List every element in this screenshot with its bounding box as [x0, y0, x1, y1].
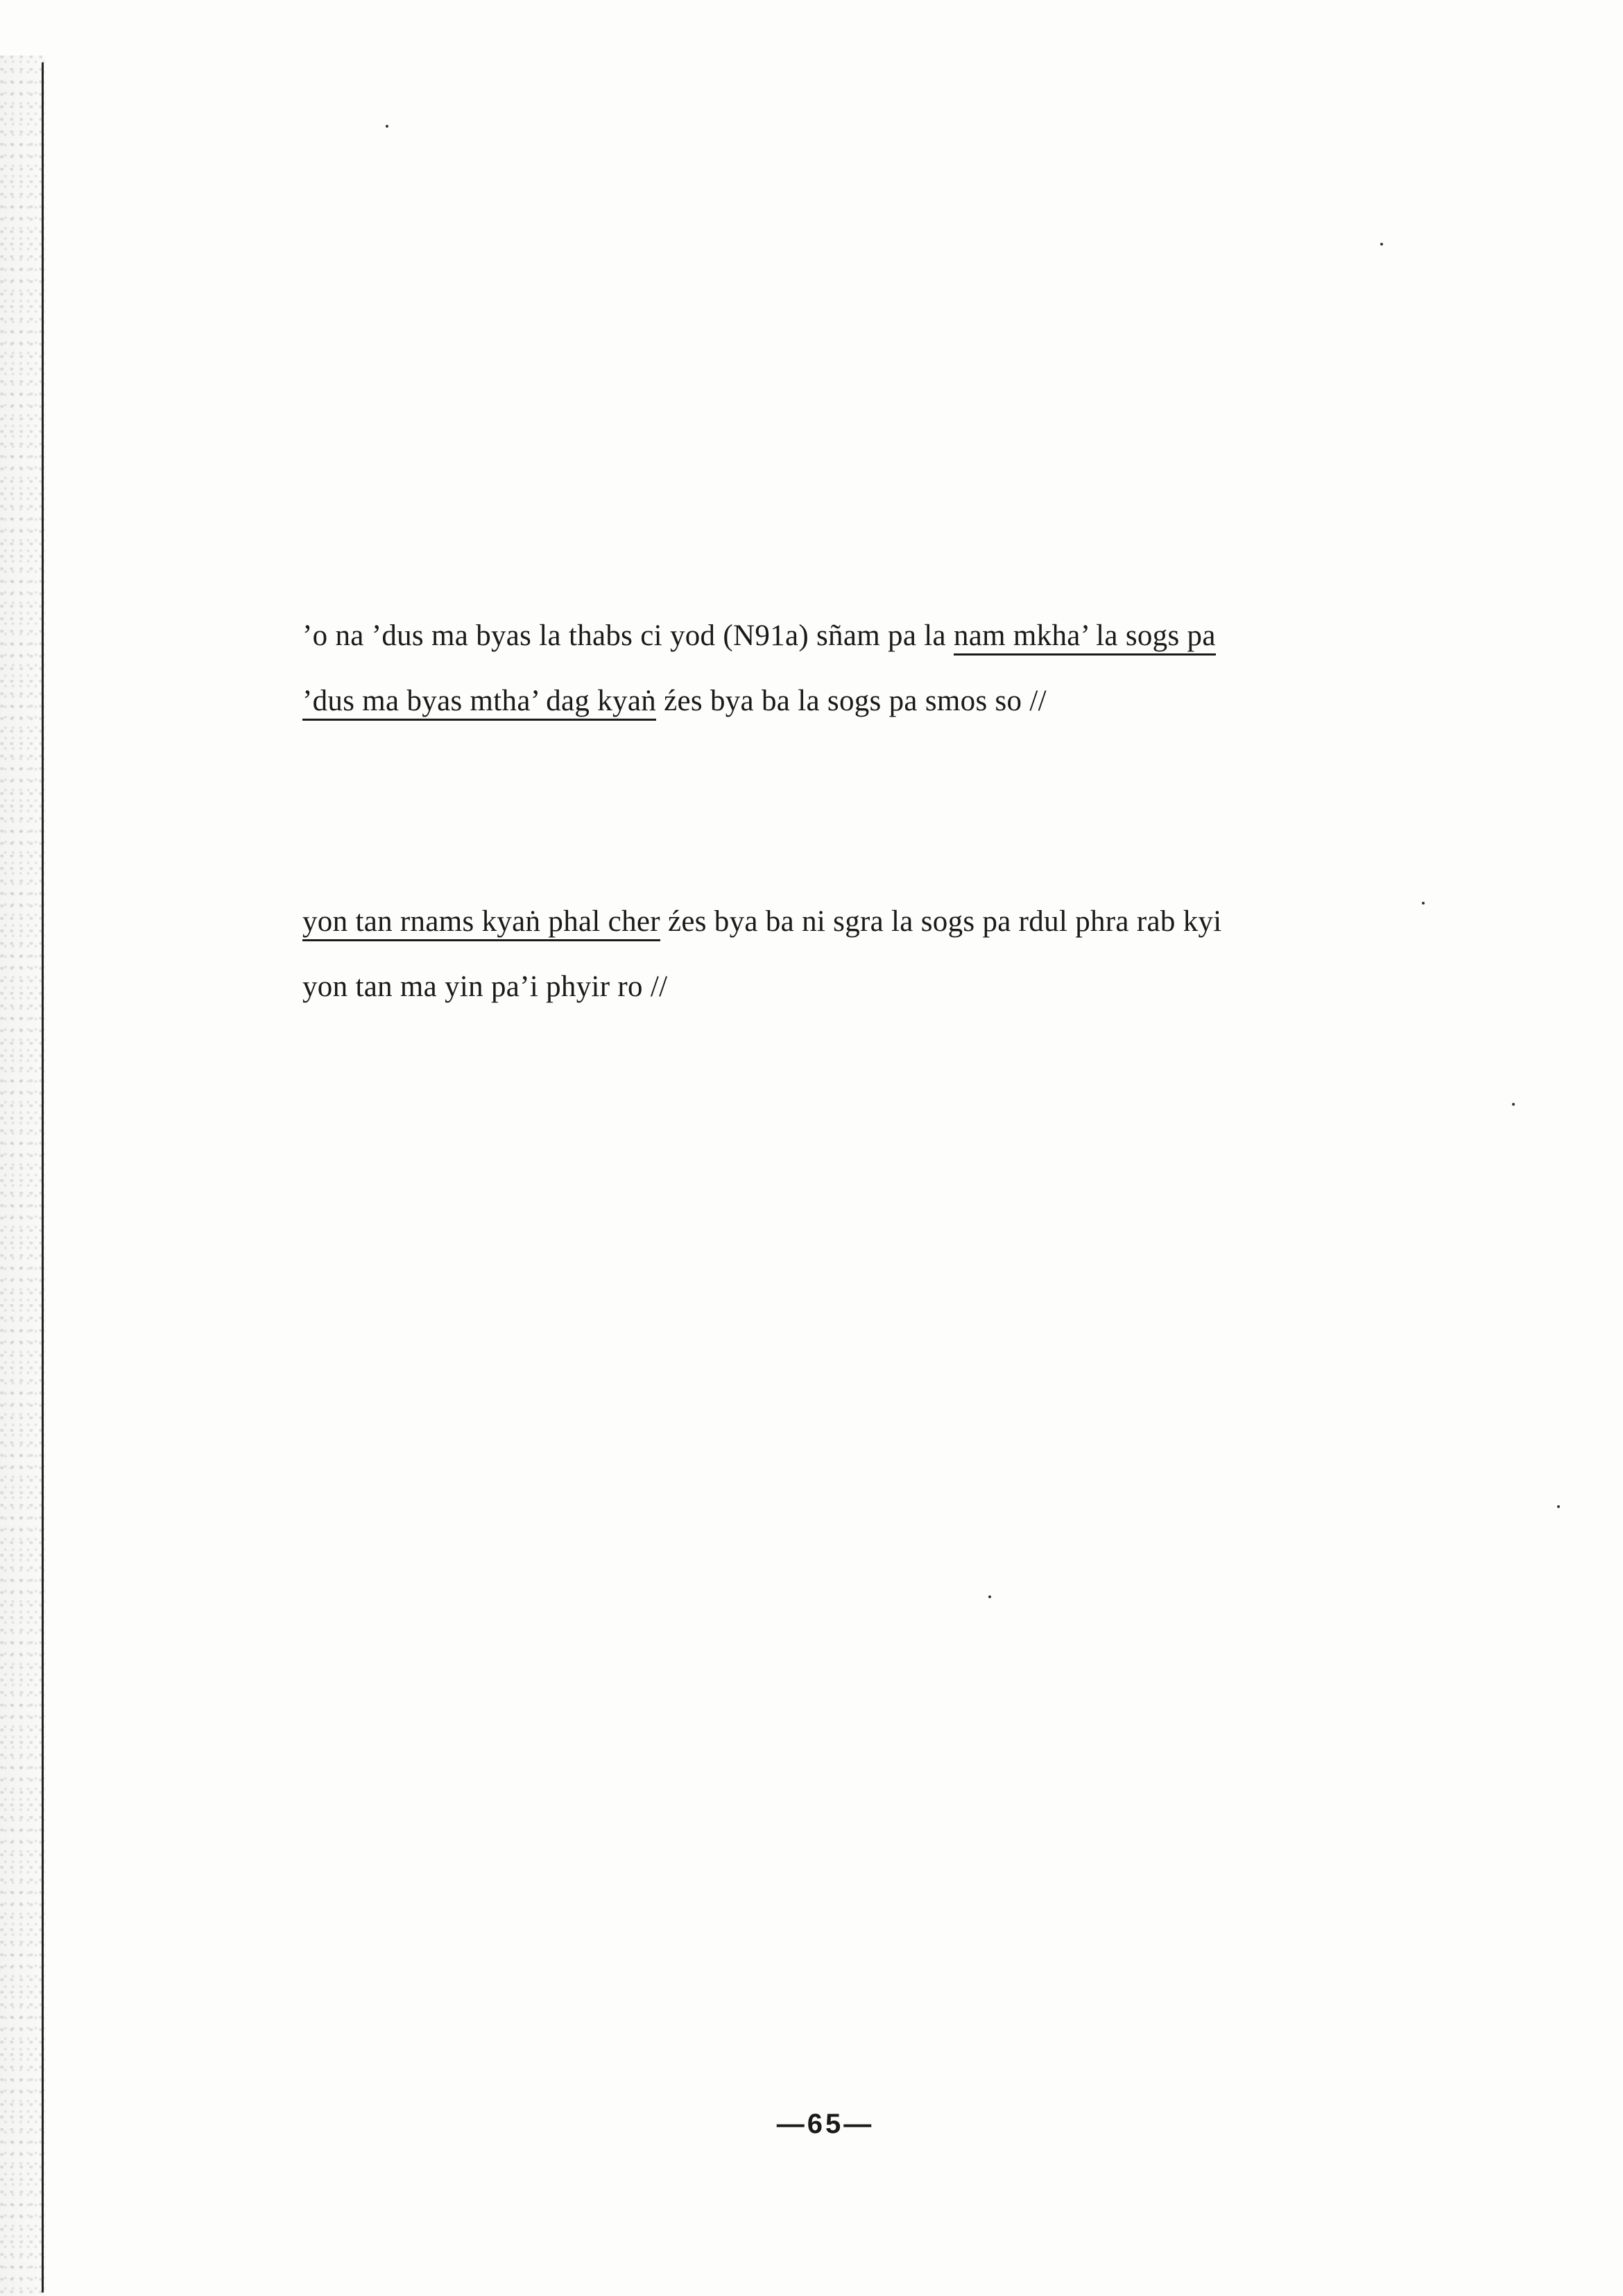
scan-speck: [386, 125, 388, 128]
scan-speck: [1557, 1505, 1560, 1508]
binding-rule: [42, 62, 44, 2293]
text-segment: źes bya ba ni sgra la sogs pa rdul phra rab kyi: [660, 905, 1222, 938]
underlined-term: yon tan rnams kyaṅ phal cher: [302, 905, 660, 941]
text-segment: źes bya ba la sogs pa smos so //: [656, 685, 1047, 717]
text-line: [302, 669, 1412, 734]
scan-speck: [1512, 1103, 1515, 1106]
paragraph-2: [302, 889, 1412, 1020]
page-number: —65—: [776, 2109, 875, 2139]
text-segment: yon tan ma yin pa’i phyir ro //: [302, 970, 668, 1003]
text-segment: ’o na ’dus ma byas la thabs ci yod (N91a) sñam pa la: [302, 619, 954, 652]
underlined-term: ’dus ma byas mtha’ dag kyaṅ: [302, 685, 656, 721]
scan-speck: [1380, 243, 1383, 246]
scan-speck: [1422, 902, 1425, 905]
underlined-term: nam mkha’ la sogs pa: [954, 619, 1216, 656]
text-line: [302, 954, 1412, 1020]
paragraph-1: [302, 603, 1412, 734]
text-line: [302, 603, 1412, 669]
text-line: [302, 889, 1412, 954]
scan-speck: [988, 1595, 991, 1598]
scan-binding-edge: [0, 55, 46, 2296]
